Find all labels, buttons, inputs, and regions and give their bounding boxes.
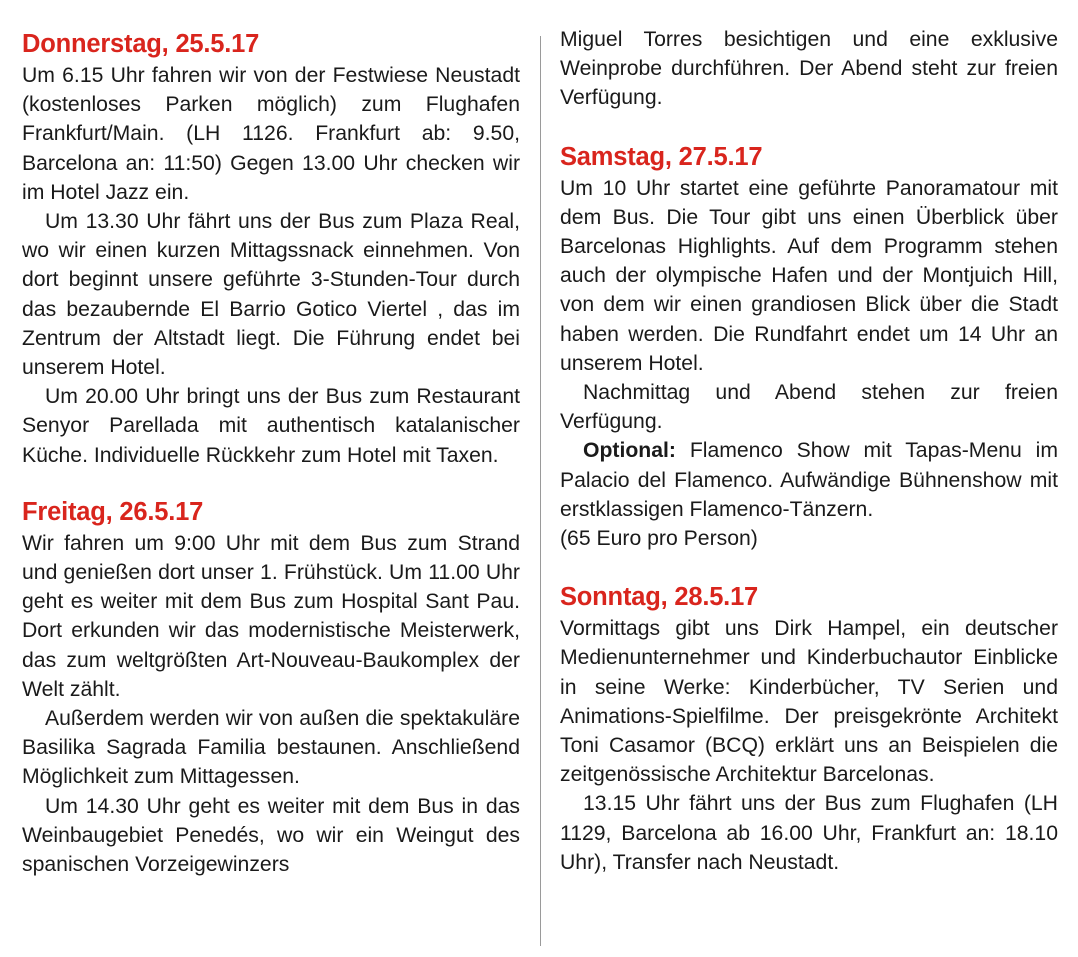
saturday-optional-paragraph [560,436,1058,524]
friday-paragraph-1: Wir fahren um 9:00 Uhr mit dem Bus zum Strand und genießen dort unser 1. Frühstück. Um 11.00 Uhr geht es weiter mit dem Bus zum Hospital Sant Pau. Dort erkunden wir das modernistische Meisterwerk, das zum weltgrößten Art-Nouveau-Baukomplex der Welt zählt. [22,531,520,701]
right-column [560,0,1058,877]
left-column [22,0,520,879]
friday-paragraph-2: Außerdem werden wir von außen die spektakuläre Basilika Sagrada Familia bestaunen. Anschließend Möglichkeit zum Mittagessen. [22,707,520,789]
optional-label: Optional: [583,439,676,463]
friday-paragraph-3: Um 14.30 Uhr geht es weiter mit dem Bus in das Weinbaugebiet Penedés, wo wir ein Weingut des spanischen Vorzeigewinzers [22,794,520,877]
column-divider [540,36,541,946]
heading-friday: Freitag, 26.5.17 [22,497,204,526]
thursday-paragraph-1: Um 6.15 Uhr fahren wir von der Festwiese Neustadt (kostenloses Parken möglich) zum Flughafen Frankfurt/Main. (LH 1126. Frankfurt ab: 9.50, Barcelona an: 11:50) Gegen 13.00 Uhr checken wir im Hotel Jazz ein. [22,64,520,204]
sunday-paragraph-1: Vormittags gibt uns Dirk Hampel, ein deutscher Medienunternehmer und Kinderbuchautor Einblicke in seine Werke: Kinderbücher, TV Serien und Animations-Spielfilme. Der preisgekrönte Architekt Toni Casamor (BCQ) erklärt uns an Beispielen die zeitgenössische Architektur Barcelonas. [560,617,1058,787]
heading-sunday: Sonntag, 28.5.17 [560,583,759,612]
thursday-paragraph-2: Um 13.30 Uhr fährt uns der Bus zum Plaza Real, wo wir einen kurzen Mittagssnack einnehmen. Von dort beginnt unsere geführte 3-Stunden-Tour durch das bezaubernde El Barrio Gotico Viertel , das im Zentrum der Altstadt liegt. Die Führung endet bei unserem Hotel. [22,210,520,380]
heading-thursday: Donnerstag, 25.5.17 [22,30,260,58]
heading-saturday: Samstag, 27.5.17 [560,142,763,171]
thursday-paragraph-3: Um 20.00 Uhr bringt uns der Bus zum Restaurant Senyor Parellada mit authentisch katalanischer Küche. Individuelle Rückkehr zum Hotel mit Taxen. [22,385,520,467]
optional-text: Flamenco Show mit Tapas-Menu im Palacio del Flamenco. Aufwändige Bühnenshow mit erstklassigen Flamenco-Tänzern. [560,439,1058,521]
sunday-paragraph-2: 13.15 Uhr fährt uns der Bus zum Flughafen (LH 1129, Barcelona ab 16.00 Uhr, Frankfurt an: 18.10 Uhr), Transfer nach Neustadt. [560,792,1058,874]
saturday-paragraph-1: Um 10 Uhr startet eine geführte Panoramatour mit dem Bus. Die Tour gibt uns einen Überblick über Barcelonas Highlights. Auf dem Programm stehen auch der olympische Hafen und der Montjuich Hill, von dem wir einen grandiosen Blick über die Stadt haben werden. Die Rundfahrt endet um 14 Uhr an unserem Hotel. [560,176,1058,375]
saturday-price: (65 Euro pro Person) [560,527,758,551]
friday-paragraph-continued: Miguel Torres besichtigen und eine exklusive Weinprobe durchführen. Der Abend steht zur freien Verfügung. [560,28,1058,110]
saturday-paragraph-2: Nachmittag und Abend stehen zur freien Verfügung. [560,381,1058,434]
